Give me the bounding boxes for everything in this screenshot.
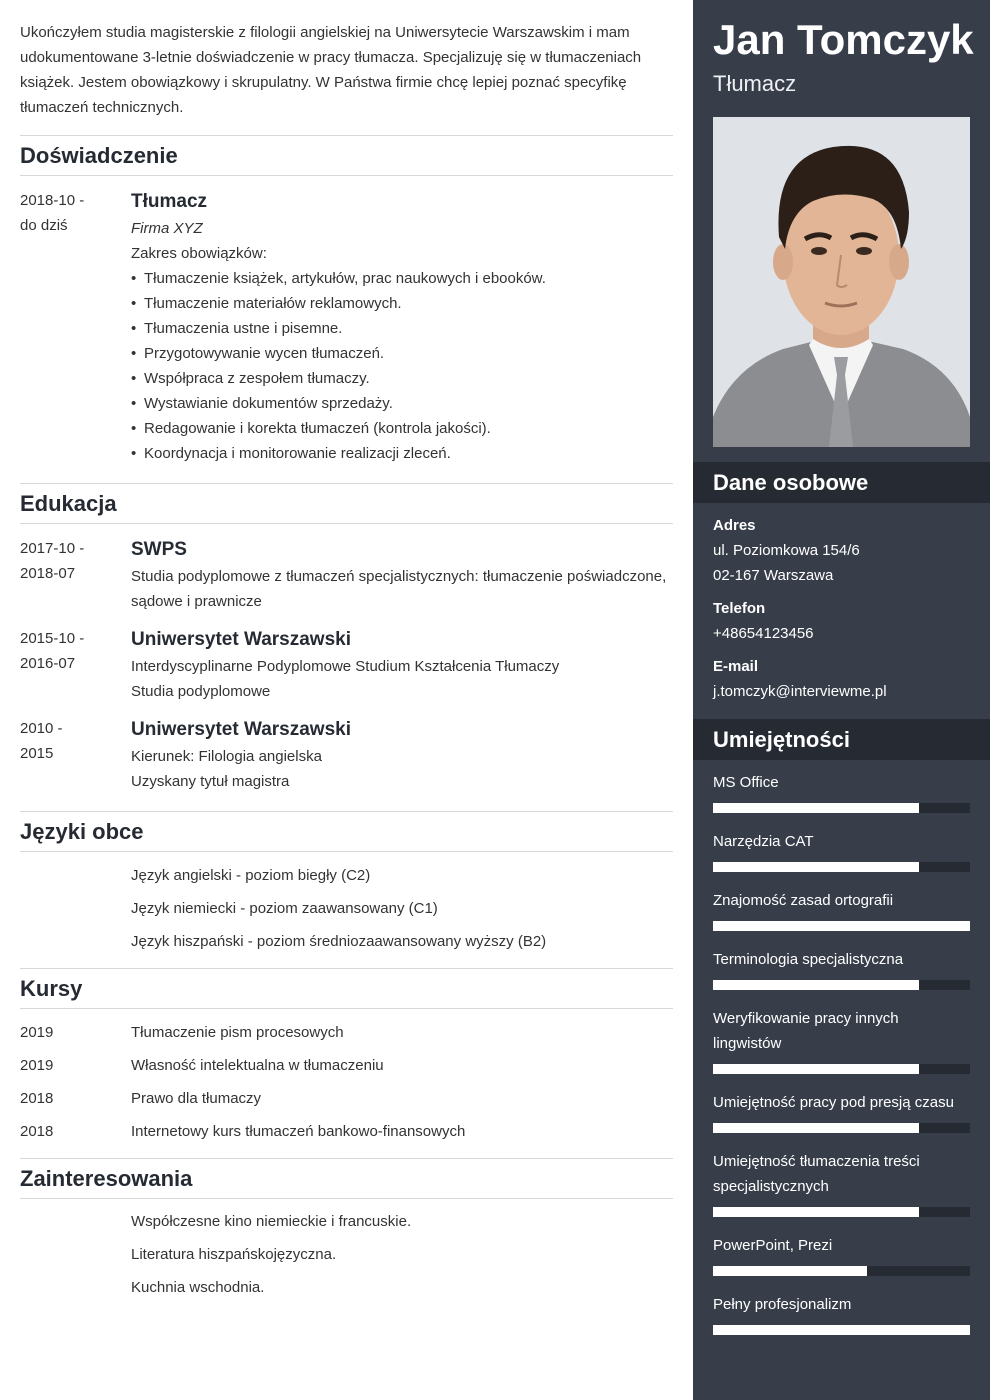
course-name: Internetowy kurs tłumaczeń bankowo-finansowych — [131, 1123, 466, 1140]
skill-bar-fill — [713, 803, 919, 813]
skill-bar — [713, 862, 970, 872]
experience-content — [131, 188, 673, 466]
course-item — [20, 1053, 673, 1086]
duty-item: • Tłumaczenia ustne i pisemne. — [131, 316, 673, 341]
candidate-role: Tłumacz — [713, 71, 797, 96]
experience-date-to: do dziś — [20, 217, 68, 234]
phone-block — [713, 596, 814, 646]
education-description: Studia podyplomowe z tłumaczeń specjalistycznych: tłumaczenie poświadczone, sądowe i prawnicze — [131, 568, 667, 610]
skill-bar — [713, 1064, 970, 1074]
skill-bar — [713, 803, 970, 813]
duty-item: • Przygotowywanie wycen tłumaczeń. — [131, 341, 673, 366]
course-name: Tłumaczenie pism procesowych — [131, 1024, 344, 1041]
education-date — [20, 626, 120, 676]
education-description: Interdyscyplinarne Podyplomowe Studium Kształcenia Tłumaczy — [131, 658, 560, 675]
skills-heading: Umiejętności — [693, 719, 990, 760]
skill-bar — [713, 921, 970, 931]
company-name: Firma XYZ — [131, 220, 203, 237]
skill-item — [713, 770, 970, 813]
school-name: Uniwersytet Warszawski — [131, 629, 351, 650]
course-year: 2018 — [20, 1123, 54, 1140]
interest-item: Kuchnia wschodnia. — [131, 1279, 265, 1296]
education-date-to: 2016-07 — [20, 655, 76, 672]
education-degree: Studia podyplomowe — [131, 683, 271, 700]
skill-item — [713, 1292, 970, 1335]
education-entry — [20, 536, 673, 626]
course-year: 2018 — [20, 1090, 54, 1107]
languages-heading: Języki obce — [20, 811, 673, 852]
skill-name: MS Office — [713, 774, 779, 791]
duty-item: • Tłumaczenie książek, artykułów, prac naukowych i ebooków. — [131, 266, 673, 291]
skill-name: Weryfikowanie pracy innych lingwistów — [713, 1010, 899, 1052]
skill-bar — [713, 980, 970, 990]
language-item: Język angielski - poziom biegły (C2) — [131, 867, 371, 884]
course-year: 2019 — [20, 1057, 54, 1074]
skill-bar — [713, 1207, 970, 1217]
email-block — [713, 654, 887, 704]
courses-list — [20, 1020, 673, 1152]
duty-item: • Współpraca z zespołem tłumaczy. — [131, 366, 673, 391]
email-value: j.tomczyk@interviewme.pl — [713, 683, 887, 700]
skill-bar-fill — [713, 980, 919, 990]
skill-item — [713, 1149, 970, 1217]
address-line-2: 02-167 Warszawa — [713, 567, 834, 584]
courses-heading: Kursy — [20, 968, 673, 1009]
skill-name: PowerPoint, Prezi — [713, 1237, 833, 1254]
skill-name: Umiejętność pracy pod presją czasu — [713, 1094, 954, 1111]
skill-item — [713, 947, 970, 990]
duties-list — [131, 266, 673, 466]
language-item: Język niemiecki - poziom zaawansowany (C1) — [131, 900, 438, 917]
interests-section — [20, 1158, 673, 1308]
education-date-from: 2017-10 - — [20, 540, 85, 557]
duty-item: • Koordynacja i monitorowanie realizacji zleceń. — [131, 441, 673, 466]
phone-value: +48654123456 — [713, 625, 814, 642]
interest-item: Literatura hiszpańskojęzyczna. — [131, 1246, 337, 1263]
experience-heading: Doświadczenie — [20, 135, 673, 176]
address-label: Adres — [713, 517, 756, 534]
education-entry — [20, 716, 673, 806]
course-item — [20, 1086, 673, 1119]
experience-entry — [20, 188, 673, 466]
skill-item — [713, 888, 970, 931]
education-description: Kierunek: Filologia angielska — [131, 748, 322, 765]
education-date-from: 2015-10 - — [20, 630, 85, 647]
language-item: Język hiszpański - poziom średniozaawansowany wyższy (B2) — [131, 933, 547, 950]
skill-bar-fill — [713, 1325, 970, 1335]
candidate-name: Jan Tomczyk — [713, 16, 974, 63]
education-content — [131, 536, 673, 614]
skill-item — [713, 1006, 970, 1074]
education-content — [131, 716, 673, 794]
skill-name: Narzędzia CAT — [713, 833, 814, 850]
education-degree: Uzyskany tytuł magistra — [131, 773, 290, 790]
experience-section — [20, 135, 673, 466]
skill-bar-fill — [713, 862, 919, 872]
duty-item: • Tłumaczenie materiałów reklamowych. — [131, 291, 673, 316]
education-content — [131, 626, 673, 704]
skill-bar-fill — [713, 1266, 867, 1276]
experience-date — [20, 188, 120, 238]
address-line-1: ul. Poziomkowa 154/6 — [713, 542, 860, 559]
school-name: SWPS — [131, 539, 187, 560]
experience-date-from: 2018-10 - — [20, 192, 85, 209]
interests-heading: Zainteresowania — [20, 1158, 673, 1199]
education-heading: Edukacja — [20, 483, 673, 524]
skill-bar — [713, 1123, 970, 1133]
course-name: Prawo dla tłumaczy — [131, 1090, 262, 1107]
skill-name: Pełny profesjonalizm — [713, 1296, 852, 1313]
duties-label: Zakres obowiązków: — [131, 245, 267, 262]
summary-text: Ukończyłem studia magisterskie z filologii angielskiej na Uniwersytecie Warszawskim i mam udokumentowane 3-letnie doświadczenie w pracy tłumacza. Specjalizuję się w tłumaczeniach książek. Jestem obowiązkowy i skrupulatny. W Państwa firmie chcę lepiej poznać specyfikę tłumaczeń technicznych. — [20, 24, 642, 116]
job-title: Tłumacz — [131, 191, 208, 212]
courses-section — [20, 968, 673, 1152]
education-date — [20, 716, 120, 766]
skill-bar — [713, 1325, 970, 1335]
duty-item: • Redagowanie i korekta tłumaczeń (kontrola jakości). — [131, 416, 673, 441]
skill-item — [713, 1090, 970, 1133]
duty-item: • Wystawianie dokumentów sprzedaży. — [131, 391, 673, 416]
course-item — [20, 1119, 673, 1152]
skill-bar — [713, 1266, 970, 1276]
languages-list — [131, 863, 673, 962]
course-item — [20, 1020, 673, 1053]
skill-name: Umiejętność tłumaczenia treści specjalistycznych — [713, 1153, 920, 1195]
education-entry — [20, 626, 673, 716]
course-year: 2019 — [20, 1024, 54, 1041]
profile-photo — [713, 117, 970, 447]
interests-list — [131, 1209, 673, 1308]
skill-bar-fill — [713, 921, 970, 931]
school-name: Uniwersytet Warszawski — [131, 719, 351, 740]
skill-bar-fill — [713, 1207, 919, 1217]
languages-section — [20, 811, 673, 962]
education-date-to: 2015 — [20, 745, 54, 762]
education-date — [20, 536, 120, 586]
personal-data-heading: Dane osobowe — [693, 462, 990, 503]
sidebar — [693, 0, 990, 1400]
skill-name: Terminologia specjalistyczna — [713, 951, 904, 968]
education-date-to: 2018-07 — [20, 565, 76, 582]
skill-bar-fill — [713, 1064, 919, 1074]
email-label: E-mail — [713, 658, 759, 675]
skill-bar-fill — [713, 1123, 919, 1133]
skill-name: Znajomość zasad ortografii — [713, 892, 894, 909]
skill-item — [713, 829, 970, 872]
profile-photo-illustration — [713, 117, 970, 447]
course-name: Własność intelektualna w tłumaczeniu — [131, 1057, 384, 1074]
phone-label: Telefon — [713, 600, 766, 617]
education-section — [20, 483, 673, 806]
education-date-from: 2010 - — [20, 720, 63, 737]
interest-item: Współczesne kino niemieckie i francuskie. — [131, 1213, 412, 1230]
skill-item — [713, 1233, 970, 1276]
address-block — [713, 513, 860, 588]
